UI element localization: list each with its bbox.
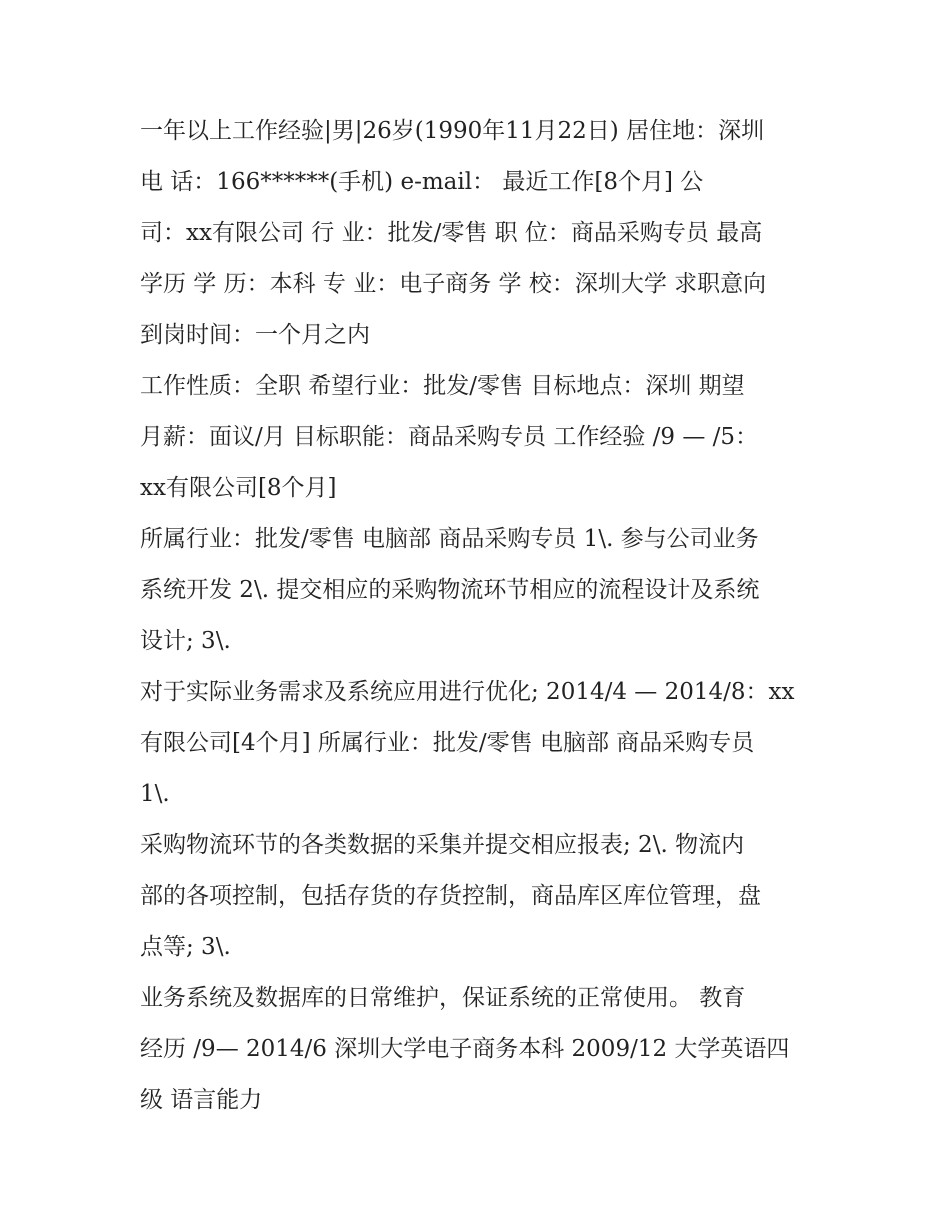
text-line-8: xx有限公司[8个月] xyxy=(140,475,337,501)
text-line-1: 一年以上工作经验|男|26岁(1990年11月22日) 居住地：深圳 xyxy=(140,118,765,144)
text-line-17: 点等; 3\. xyxy=(140,934,231,960)
text-line-6: 工作性质：全职 希望行业：批发/零售 目标地点：深圳 期望 xyxy=(140,373,745,399)
text-line-9: 所属行业：批发/零售 电脑部 商品采购专员 1\. 参与公司业务 xyxy=(140,526,759,552)
text-line-2: 电 话：166******(手机) e-mail： 最近工作[8个月] 公 xyxy=(140,169,704,195)
resume-text-body xyxy=(140,106,820,1126)
text-line-7: 月薪：面议/月 目标职能：商品采购专员 工作经验 /9 — /5： xyxy=(140,424,759,450)
text-line-12: 对于实际业务需求及系统应用进行优化; 2014/4 — 2014/8：xx xyxy=(140,679,795,705)
text-line-11: 设计; 3\. xyxy=(140,628,231,654)
text-line-3: 司：xx有限公司 行 业：批发/零售 职 位：商品采购专员 最高 xyxy=(140,220,763,246)
text-line-16: 部的各项控制，包括存货的存货控制，商品库区库位管理，盘 xyxy=(140,883,761,909)
text-line-4: 学历 学 历：本科 专 业：电子商务 学 校：深圳大学 求职意向 xyxy=(140,271,767,297)
text-line-20: 级 语言能力 xyxy=(140,1087,263,1113)
text-line-18: 业务系统及数据库的日常维护，保证系统的正常使用。 教育 xyxy=(140,985,746,1011)
text-line-14: 1\. xyxy=(140,781,170,807)
text-line-10: 系统开发 2\. 提交相应的采购物流环节相应的流程设计及系统 xyxy=(140,577,760,603)
text-line-5: 到岗时间：一个月之内 xyxy=(140,322,370,348)
text-line-15: 采购物流环节的各类数据的采集并提交相应报表; 2\. 物流内 xyxy=(140,832,745,858)
text-line-13: 有限公司[4个月] 所属行业：批发/零售 电脑部 商品采购专员 xyxy=(140,730,755,756)
text-line-19: 经历 /9— 2014/6 深圳大学电子商务本科 2009/12 大学英语四 xyxy=(140,1036,790,1062)
